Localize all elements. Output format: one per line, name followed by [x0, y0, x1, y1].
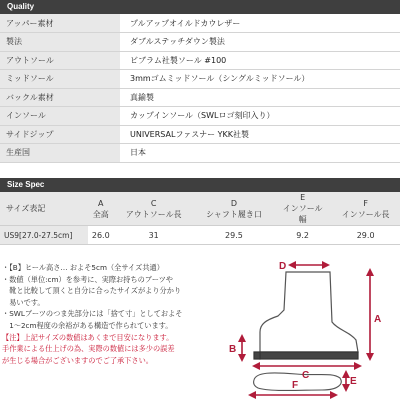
label-e: E: [350, 376, 357, 387]
size-notes: [2, 262, 237, 366]
table-row: [0, 107, 400, 126]
spec-value: UNIVERSALファスナー YKK社製: [120, 125, 400, 144]
note-line-warning: 【注】上記サイズの数値はあくまで目安になります。: [2, 332, 174, 342]
label-d: D: [279, 261, 287, 272]
spec-label: アウトソール: [0, 51, 120, 70]
note-line: 靴と比較して頂くと自分に合ったサイズがより分かり: [2, 286, 182, 296]
boot-illustration: [254, 272, 358, 359]
table-row: [0, 70, 400, 89]
spec-value: プルアップオイルドカウレザー: [120, 14, 400, 33]
header-letter: C: [150, 198, 157, 208]
note-line: ・数値（単位:cm）を参考に、実際お持ちのブーツや: [2, 274, 173, 284]
header-letter: E: [300, 193, 306, 202]
table-row: [0, 88, 400, 107]
table-row: [0, 14, 400, 33]
size-cell: 29.5: [194, 226, 274, 245]
spec-value: ダブルステッチダウン製法: [120, 33, 400, 52]
header-letter: F: [363, 198, 368, 208]
spec-label: インソール: [0, 107, 120, 126]
size-column-header: [274, 192, 331, 226]
spec-label: 製法: [0, 33, 120, 52]
header-label: サイズ表記: [6, 204, 46, 213]
quality-table: [0, 14, 400, 163]
size-column-header: [88, 192, 114, 226]
header-label: インソール: [282, 204, 323, 213]
spec-label: サイドジップ: [0, 125, 120, 144]
header-label: 全高: [92, 209, 109, 219]
spec-value: 真鍮製: [120, 88, 400, 107]
spec-value: ビブラム社製ソール #100: [120, 51, 400, 70]
label-a: A: [374, 314, 382, 325]
table-row: [0, 125, 400, 144]
header-label: 幅: [298, 215, 307, 224]
spec-label: アッパー素材: [0, 14, 120, 33]
size-header-row: [0, 192, 400, 226]
spec-label: 生産国: [0, 144, 120, 163]
table-row: [0, 33, 400, 52]
header-label: アウトソール長: [125, 209, 182, 219]
size-spec-table: [0, 192, 400, 245]
size-cell: US9[27.0-27.5cm]: [0, 226, 88, 245]
table-row: [0, 51, 400, 70]
header-label: シャフト履き口: [205, 209, 262, 219]
label-b: B: [229, 344, 237, 355]
note-line: 1～2cm程度の余裕がある構造で作られています。: [2, 320, 173, 330]
spec-label: ミッドソール: [0, 70, 120, 89]
note-line: 易いです。: [2, 297, 45, 307]
size-cell: 26.0: [88, 226, 114, 245]
size-column-header: [114, 192, 194, 226]
header-letter: D: [230, 198, 237, 208]
size-cell: 31: [114, 226, 194, 245]
label-c: C: [302, 370, 310, 381]
label-f: F: [292, 380, 299, 391]
note-line-warning: が生じる場合がございますのでご了承下さい。: [2, 355, 153, 365]
spec-label: バックル素材: [0, 88, 120, 107]
boot-measurement-diagram: [226, 252, 400, 400]
table-row: [0, 226, 400, 245]
table-row: [0, 144, 400, 163]
size-column-header: [331, 192, 400, 226]
header-letter: A: [98, 198, 104, 208]
note-line-warning: 手作業による仕上げの為、実際の数値には多少の誤差: [2, 344, 175, 354]
spec-value: 日本: [120, 144, 400, 163]
note-line: ・【B】ヒール高さ… およそ5cm（全サイズ共通）: [2, 263, 164, 272]
quality-section-header: Quality: [0, 0, 400, 14]
note-line: ・SWLブーツのつま先部分には「捨て寸」としておよそ: [2, 309, 183, 319]
size-spec-section-header: Size Spec: [0, 178, 400, 192]
header-label: インソール長: [341, 209, 390, 219]
spec-value: 3mmゴムミッドソール（シングルミッドソール）: [120, 70, 400, 89]
spec-value: カップインソール（SWLロゴ刻印入り）: [120, 107, 400, 126]
size-column-header: [194, 192, 274, 226]
size-column-header: [0, 192, 88, 226]
size-cell: 9.2: [274, 226, 331, 245]
size-cell: 29.0: [331, 226, 400, 245]
